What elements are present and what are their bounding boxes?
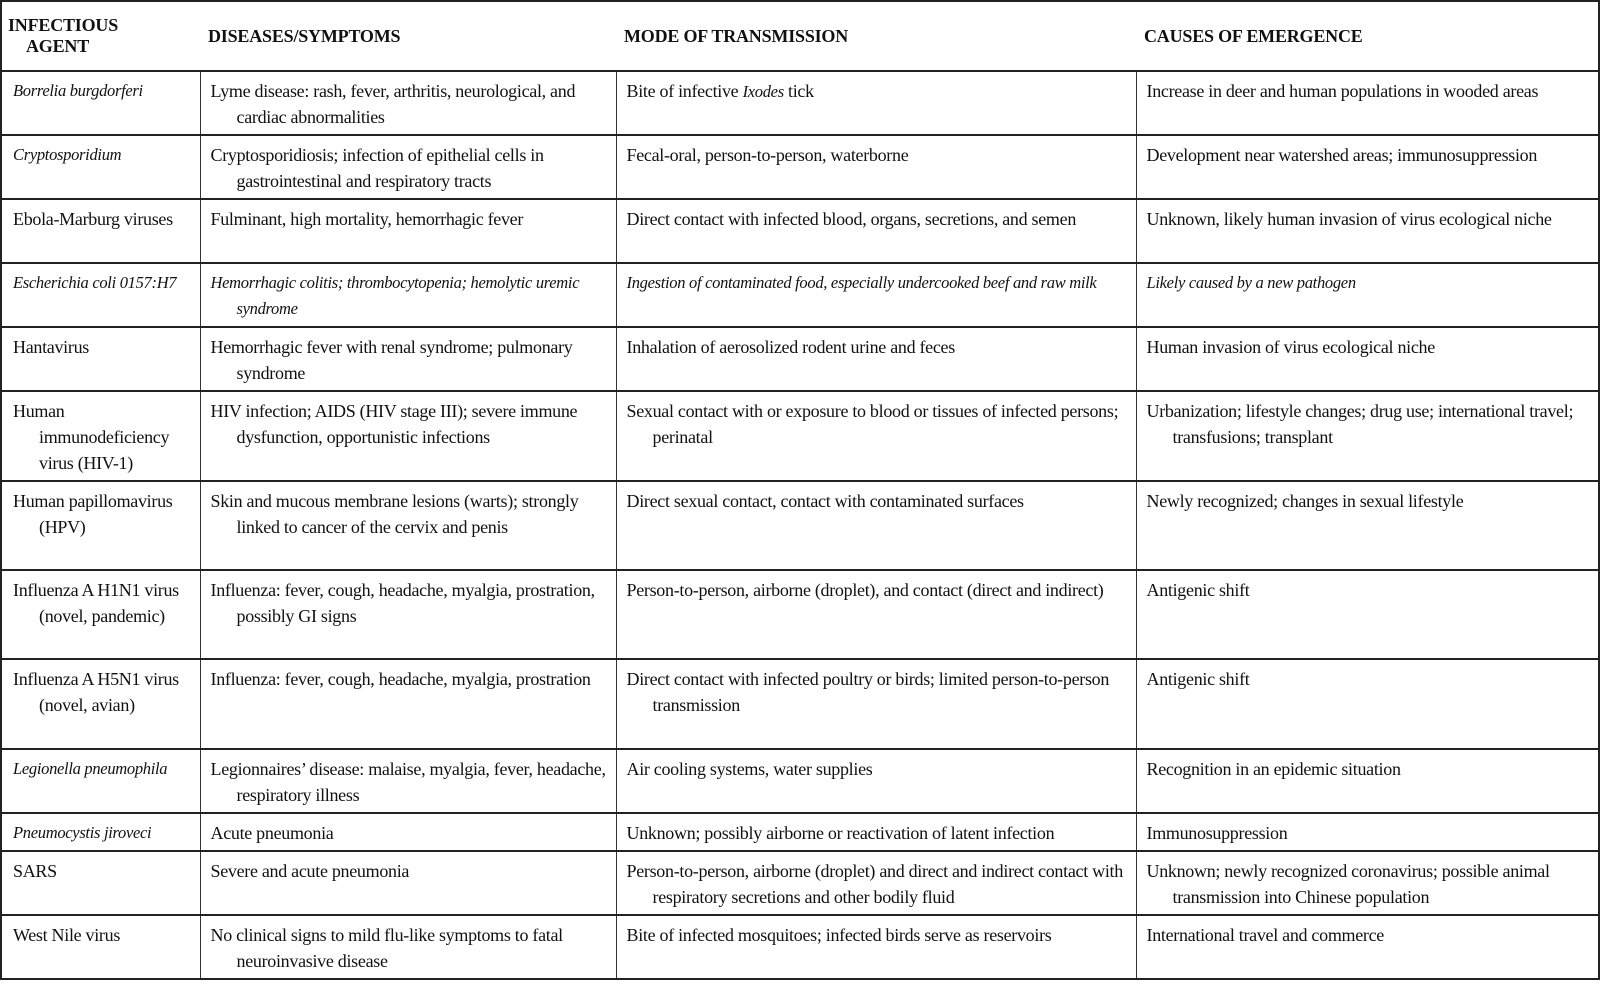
transmission-cell [616,570,1136,659]
transmission-text: Direct sexual contact, contact with contaminated surfaces [626,491,1024,511]
agent-cell [1,749,200,813]
transmission-cell [616,263,1136,327]
emergence-text: Human invasion of virus ecological niche [1146,337,1435,357]
diseases-cell [200,659,616,749]
transmission-text: Bite of infected mosquitoes; infected birds serve as reservoirs [626,925,1052,945]
table-row [1,263,1599,327]
table-row [1,659,1599,749]
transmission-cell [616,481,1136,570]
emergence-text: Likely caused by a new pathogen [1146,273,1356,292]
transmission-text-genus: Ixodes [742,82,784,101]
agent-name: Human papillomavirus (HPV) [13,491,173,537]
diseases-cell [200,851,616,915]
diseases-cell [200,915,616,979]
header-row [1,1,1599,71]
emergence-cell [1136,135,1599,199]
diseases-cell [200,327,616,391]
transmission-text-pre: Bite of infective [626,81,743,101]
diseases-cell [200,71,616,135]
agent-name: Legionella pneumophila [13,759,168,778]
transmission-cell [616,851,1136,915]
emergence-cell [1136,570,1599,659]
table-row [1,199,1599,263]
emergence-cell [1136,71,1599,135]
transmission-cell [616,135,1136,199]
transmission-text: Air cooling systems, water supplies [626,759,873,779]
table-row [1,851,1599,915]
agent-name: Escherichia coli 0157:H7 [13,273,177,292]
diseases-text: Skin and mucous membrane lesions (warts); strongly linked to cancer of the cervix and penis [210,491,579,537]
transmission-text-post: tick [783,81,814,101]
emergence-text: Immunosuppression [1146,823,1288,843]
table-row [1,135,1599,199]
transmission-cell [616,915,1136,979]
agent-cell [1,915,200,979]
agent-name: Pneumocystis jiroveci [13,823,152,842]
table-row [1,813,1599,851]
diseases-text: No clinical signs to mild flu-like symptoms to fatal neuroinvasive disease [210,925,563,971]
header-agent-line1: INFECTIOUS [8,15,119,35]
transmission-cell [616,813,1136,851]
agent-name: Ebola-Marburg viruses [13,209,173,229]
diseases-text: Acute pneumonia [210,823,334,843]
diseases-text: Legionnaires’ disease: malaise, myalgia, fever, headache, respiratory illness [210,759,606,805]
emergence-cell [1136,199,1599,263]
emergence-cell [1136,851,1599,915]
table-row [1,391,1599,481]
header-mode-of-transmission: MODE OF TRANSMISSION [616,1,1136,71]
agent-name: Influenza A H5N1 virus (novel, avian) [13,669,179,715]
diseases-text: Severe and acute pneumonia [210,861,410,881]
agent-cell [1,71,200,135]
table-row [1,327,1599,391]
diseases-text: Fulminant, high mortality, hemorrhagic fever [210,209,524,229]
table-row [1,749,1599,813]
diseases-cell [200,481,616,570]
diseases-text: Hemorrhagic colitis; thrombocytopenia; hemolytic uremic syndrome [210,273,580,318]
transmission-cell [616,659,1136,749]
agent-cell [1,391,200,481]
diseases-text: Hemorrhagic fever with renal syndrome; pulmonary syndrome [210,337,573,383]
diseases-cell [200,199,616,263]
emergence-text: Urbanization; lifestyle changes; drug use; international travel; transfusions; transplant [1146,401,1574,447]
emergence-cell [1136,659,1599,749]
agent-name: Hantavirus [13,337,89,357]
diseases-cell [200,391,616,481]
transmission-text: Direct contact with infected poultry or birds; limited person-to-person transmission [626,669,1110,715]
agent-cell [1,327,200,391]
agent-cell [1,570,200,659]
diseases-cell [200,813,616,851]
emergence-text: International travel and commerce [1146,925,1384,945]
emergence-text: Unknown; newly recognized coronavirus; possible animal transmission into Chinese population [1146,861,1550,907]
agent-name: Influenza A H1N1 virus (novel, pandemic) [13,580,179,626]
table-row [1,570,1599,659]
diseases-text: Influenza: fever, cough, headache, myalgia, prostration, possibly GI signs [210,580,595,626]
emergence-text: Increase in deer and human populations in wooded areas [1146,81,1539,101]
diseases-text: HIV infection; AIDS (HIV stage III); severe immune dysfunction, opportunistic infections [210,401,578,447]
emergence-cell [1136,391,1599,481]
header-diseases-symptoms: DISEASES/SYMPTOMS [200,1,616,71]
emergence-text: Antigenic shift [1146,669,1250,689]
emergence-cell [1136,481,1599,570]
header-infectious-agent [1,1,200,71]
transmission-text: Inhalation of aerosolized rodent urine and feces [626,337,955,357]
emergence-text: Antigenic shift [1146,580,1250,600]
agent-name: West Nile virus [13,925,121,945]
transmission-text: Direct contact with infected blood, organs, secretions, and semen [626,209,1077,229]
agent-cell [1,659,200,749]
diseases-text: Influenza: fever, cough, headache, myalgia, prostration [210,669,591,689]
emergence-text: Newly recognized; changes in sexual lifestyle [1146,491,1464,511]
transmission-text: Person-to-person, airborne (droplet) and direct and indirect contact with respiratory secretions and other bodily fluid [626,861,1123,907]
diseases-text: Lyme disease: rash, fever, arthritis, neurological, and cardiac abnormalities [210,81,576,127]
diseases-cell [200,749,616,813]
agent-name: SARS [13,861,57,881]
table-row [1,71,1599,135]
agent-name: Human immunodeficiency virus (HIV-1) [13,401,170,473]
table-row [1,481,1599,570]
transmission-text [627,78,1128,105]
diseases-cell [200,135,616,199]
agent-name: Cryptosporidium [13,145,122,164]
emergence-cell [1136,327,1599,391]
emergence-cell [1136,915,1599,979]
table-row [1,915,1599,979]
transmission-cell [616,391,1136,481]
diseases-cell [200,570,616,659]
transmission-text: Fecal-oral, person-to-person, waterborne [626,145,909,165]
transmission-text: Unknown; possibly airborne or reactivation of latent infection [626,823,1055,843]
agent-cell [1,199,200,263]
agent-cell [1,135,200,199]
transmission-text: Ingestion of contaminated food, especially undercooked beef and raw milk [626,273,1097,292]
diseases-text: Cryptosporidiosis; infection of epithelial cells in gastrointestinal and respiratory tracts [210,145,544,191]
emergence-text: Recognition in an epidemic situation [1146,759,1401,779]
emergence-cell [1136,263,1599,327]
transmission-cell [616,749,1136,813]
emergence-cell [1136,749,1599,813]
transmission-cell [616,327,1136,391]
agent-cell [1,263,200,327]
emergence-text: Development near watershed areas; immunosuppression [1146,145,1538,165]
agent-name: Borrelia burgdorferi [13,81,143,100]
emergence-text: Unknown, likely human invasion of virus ecological niche [1146,209,1552,229]
transmission-text: Sexual contact with or exposure to blood or tissues of infected persons; perinatal [626,401,1119,447]
diseases-cell [200,263,616,327]
emergence-cell [1136,813,1599,851]
agent-cell [1,813,200,851]
header-agent-line2: AGENT [26,36,90,56]
transmission-cell [616,199,1136,263]
agent-cell [1,851,200,915]
header-causes-of-emergence: CAUSES OF EMERGENCE [1136,1,1599,71]
transmission-cell [616,71,1136,135]
transmission-text: Person-to-person, airborne (droplet), and contact (direct and indirect) [626,580,1104,600]
agent-cell [1,481,200,570]
